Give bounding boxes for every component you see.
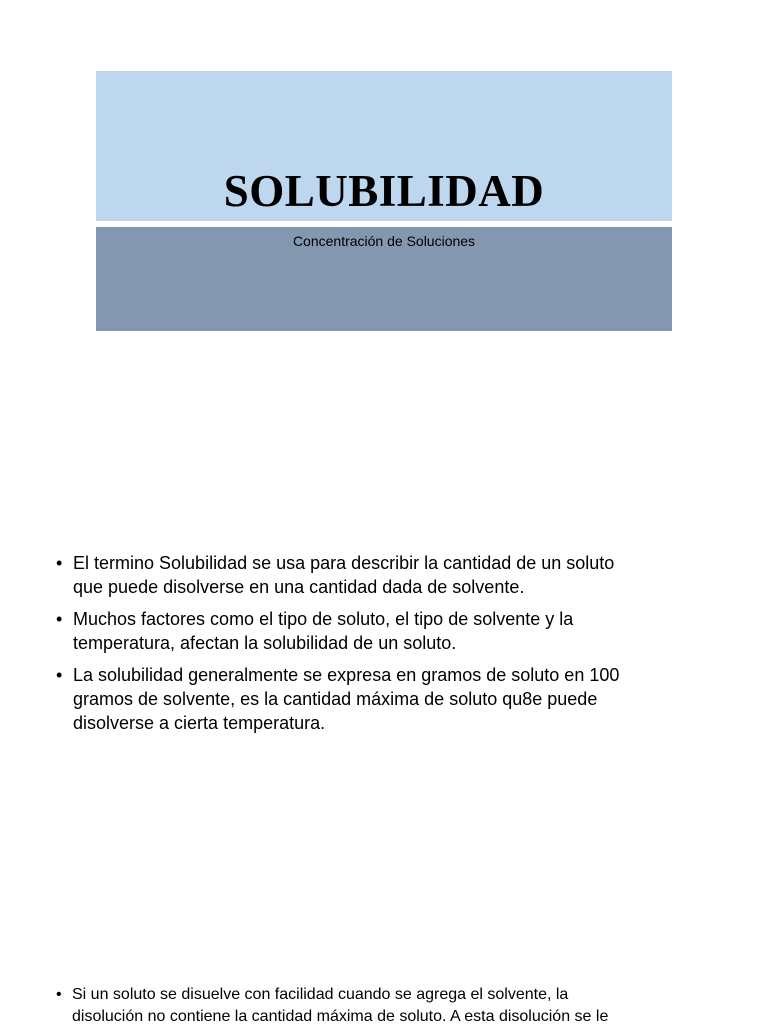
bullet-line: gramos de solvente, es la cantidad máxima de soluto qu8e puede	[73, 689, 598, 709]
next-page-bullet-list	[56, 984, 706, 1024]
bullet-dot-icon: •	[56, 609, 63, 629]
bullet-line: Si un soluto se disuelve con facilidad cuando se agrega el solvente, la	[72, 986, 569, 1003]
bullet-line: El termino Solubilidad se usa para describir la cantidad de un soluto	[73, 553, 615, 573]
slide-subtitle: Concentración de Soluciones	[292, 233, 476, 249]
bullet-item	[56, 663, 706, 735]
slide-title: SOLUBILIDAD	[223, 166, 545, 216]
bullet-dot-icon: •	[56, 986, 62, 1003]
bullet-dot-icon: •	[56, 665, 63, 685]
bullet-line: que puede disolverse en una cantidad dada de solvente.	[73, 577, 525, 597]
bullet-line: Muchos factores como el tipo de soluto, el tipo de solvente y la	[73, 609, 574, 629]
bullet-item	[56, 551, 706, 599]
bullet-item	[56, 984, 706, 1024]
bullet-item	[56, 607, 706, 655]
bullet-line: disolución no contiene la cantidad máxima de soluto. A esta disolución se le	[72, 1008, 609, 1024]
bullet-dot-icon: •	[56, 553, 63, 573]
bullet-list	[56, 551, 706, 743]
bullet-line: temperatura, afectan la solubilidad de un soluto.	[73, 633, 457, 653]
bullet-line: disolverse a cierta temperatura.	[73, 713, 326, 733]
bullet-line: La solubilidad generalmente se expresa en gramos de soluto en 100	[73, 665, 620, 685]
